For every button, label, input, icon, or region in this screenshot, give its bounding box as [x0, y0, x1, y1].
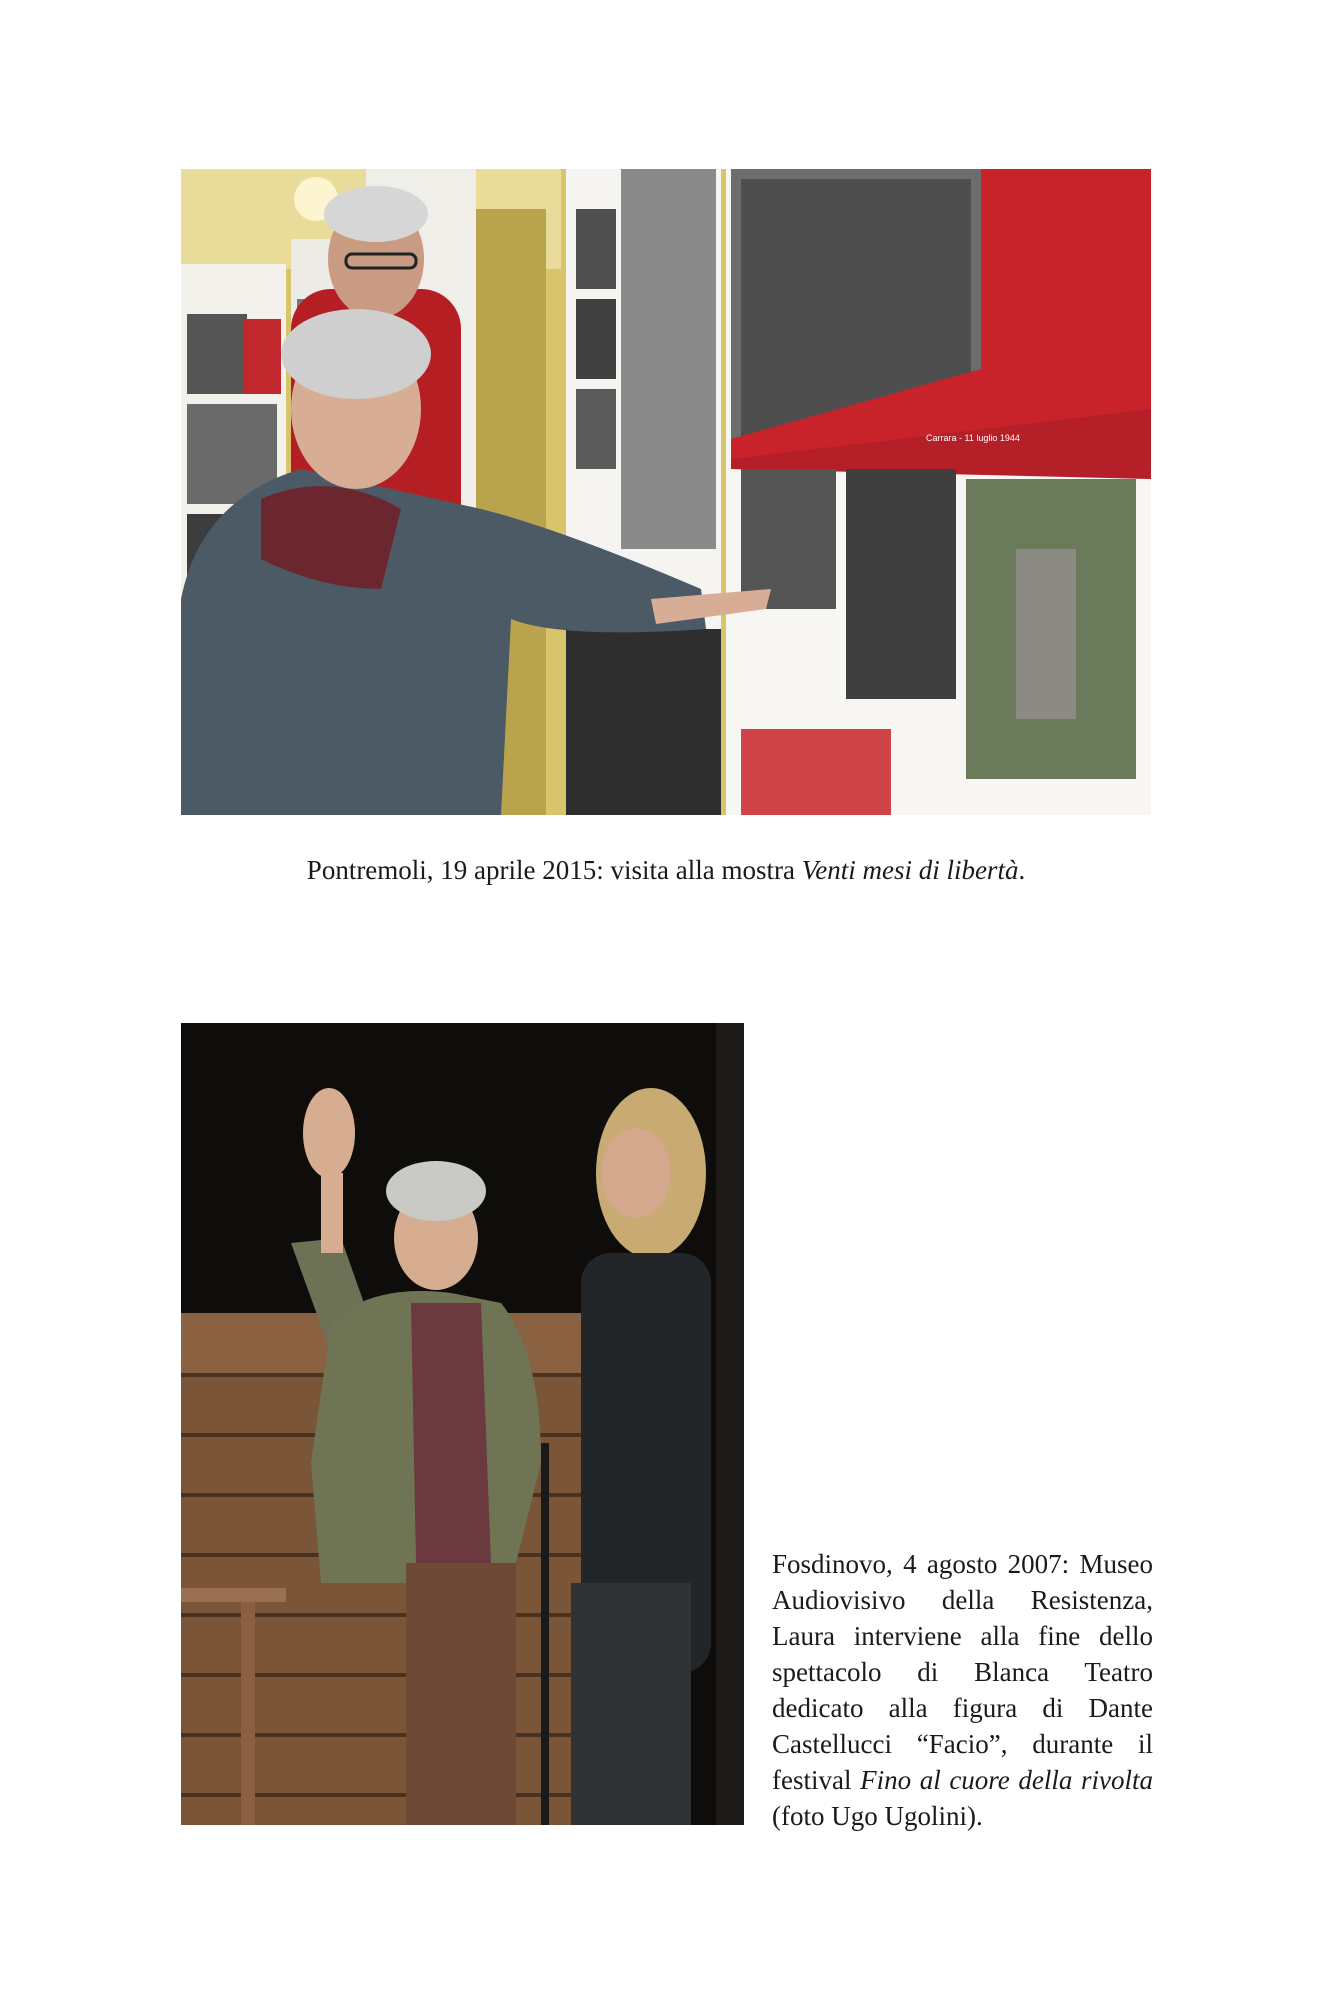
photo2-caption [772, 1546, 1153, 1834]
stage-scene [181, 1023, 744, 1825]
exhibition-scene [181, 169, 1151, 815]
panel-caption: Carrara - 11 luglio 1944 [926, 433, 1020, 443]
photo2-caption-part1: Fosdinovo, 4 agosto 2007: Museo Audiovisivo della Resistenza, Laura interviene alla fine dello spettacolo di Blanca Teatro dedicato alla figura di Dante Castellucci “Facio”, durante il festival [772, 1549, 1153, 1795]
photo1-caption-prefix: Pontremoli, 19 aprile 2015: visita alla mostra [306, 855, 802, 885]
exhibition-title: Venti mesi di libertà [801, 855, 1019, 885]
exhibition-photo [181, 169, 1151, 815]
photo1-caption-suffix: . [1018, 855, 1026, 885]
festival-title: Fino al cuore della rivolta [860, 1765, 1153, 1795]
photo2-caption-part2: (foto Ugo Ugolini). [772, 1801, 983, 1831]
photo1-caption [181, 852, 1151, 888]
stage-photo [181, 1023, 744, 1825]
